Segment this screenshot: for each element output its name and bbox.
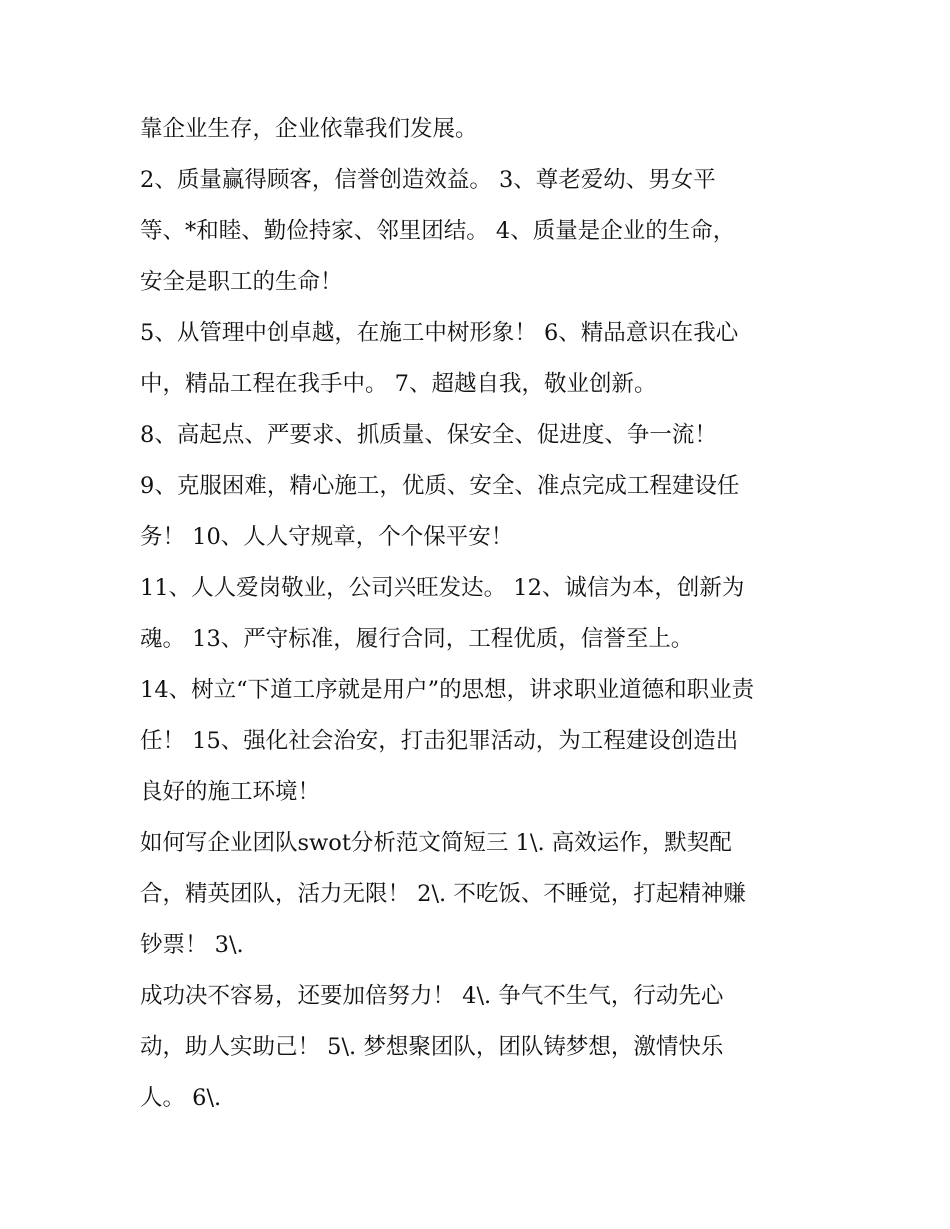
text-line: 合，精英团队，活力无限！ 2\. 不吃饭、不睡觉，打起精神赚 [140, 881, 746, 907]
text-line: 中，精品工程在我手中。 7、超越自我，敬业创新。 [140, 371, 657, 397]
text-line: 动，助人实助己！ 5\. 梦想聚团队，团队铸梦想，激情快乐 [140, 1034, 724, 1060]
text-line: 如何写企业团队swot分析范文简短三 1\. 高效运作，默契配 [140, 830, 732, 856]
document-body [140, 104, 820, 1124]
text-line: 2、质量赢得顾客，信誉创造效益。 3、尊老爱幼、男女平 [140, 167, 716, 193]
text-line: 5、从管理中创卓越，在施工中树形象！ 6、精品意识在我心 [140, 320, 739, 346]
text-line: 8、高起点、严要求、抓质量、保安全、促进度、争一流！ [140, 422, 717, 448]
text-line: 等、*和睦、勤俭持家、邻里团结。 4、质量是企业的生命， [140, 218, 736, 244]
text-line: 11、人人爱岗敬业，公司兴旺发达。 12、诚信为本，创新为 [140, 575, 745, 601]
text-line: 成功决不容易，还要加倍努力！ 4\. 争气不生气，行动先心 [140, 983, 724, 1009]
text-line: 14、树立“下道工序就是用户”的思想，讲求职业道德和职业责 [140, 677, 755, 703]
text-line: 人。 6\. [140, 1085, 222, 1111]
text-line: 魂。 13、严守标准，履行合同，工程优质，信誉至上。 [140, 626, 694, 652]
text-line: 任！ 15、强化社会治安，打击犯罪活动，为工程建设创造出 [140, 728, 739, 754]
text-line: 钞票！ 3\. [140, 932, 244, 958]
text-line: 9、克服困难，精心施工，优质、安全、准点完成工程建设任 [140, 473, 740, 499]
text-line: 务！ 10、人人守规章，个个保平安！ [140, 524, 514, 550]
text-line: 靠企业生存，企业依靠我们发展。 [140, 116, 478, 142]
text-line: 良好的施工环境！ [140, 779, 321, 805]
text-line: 安全是职工的生命！ [140, 269, 343, 295]
